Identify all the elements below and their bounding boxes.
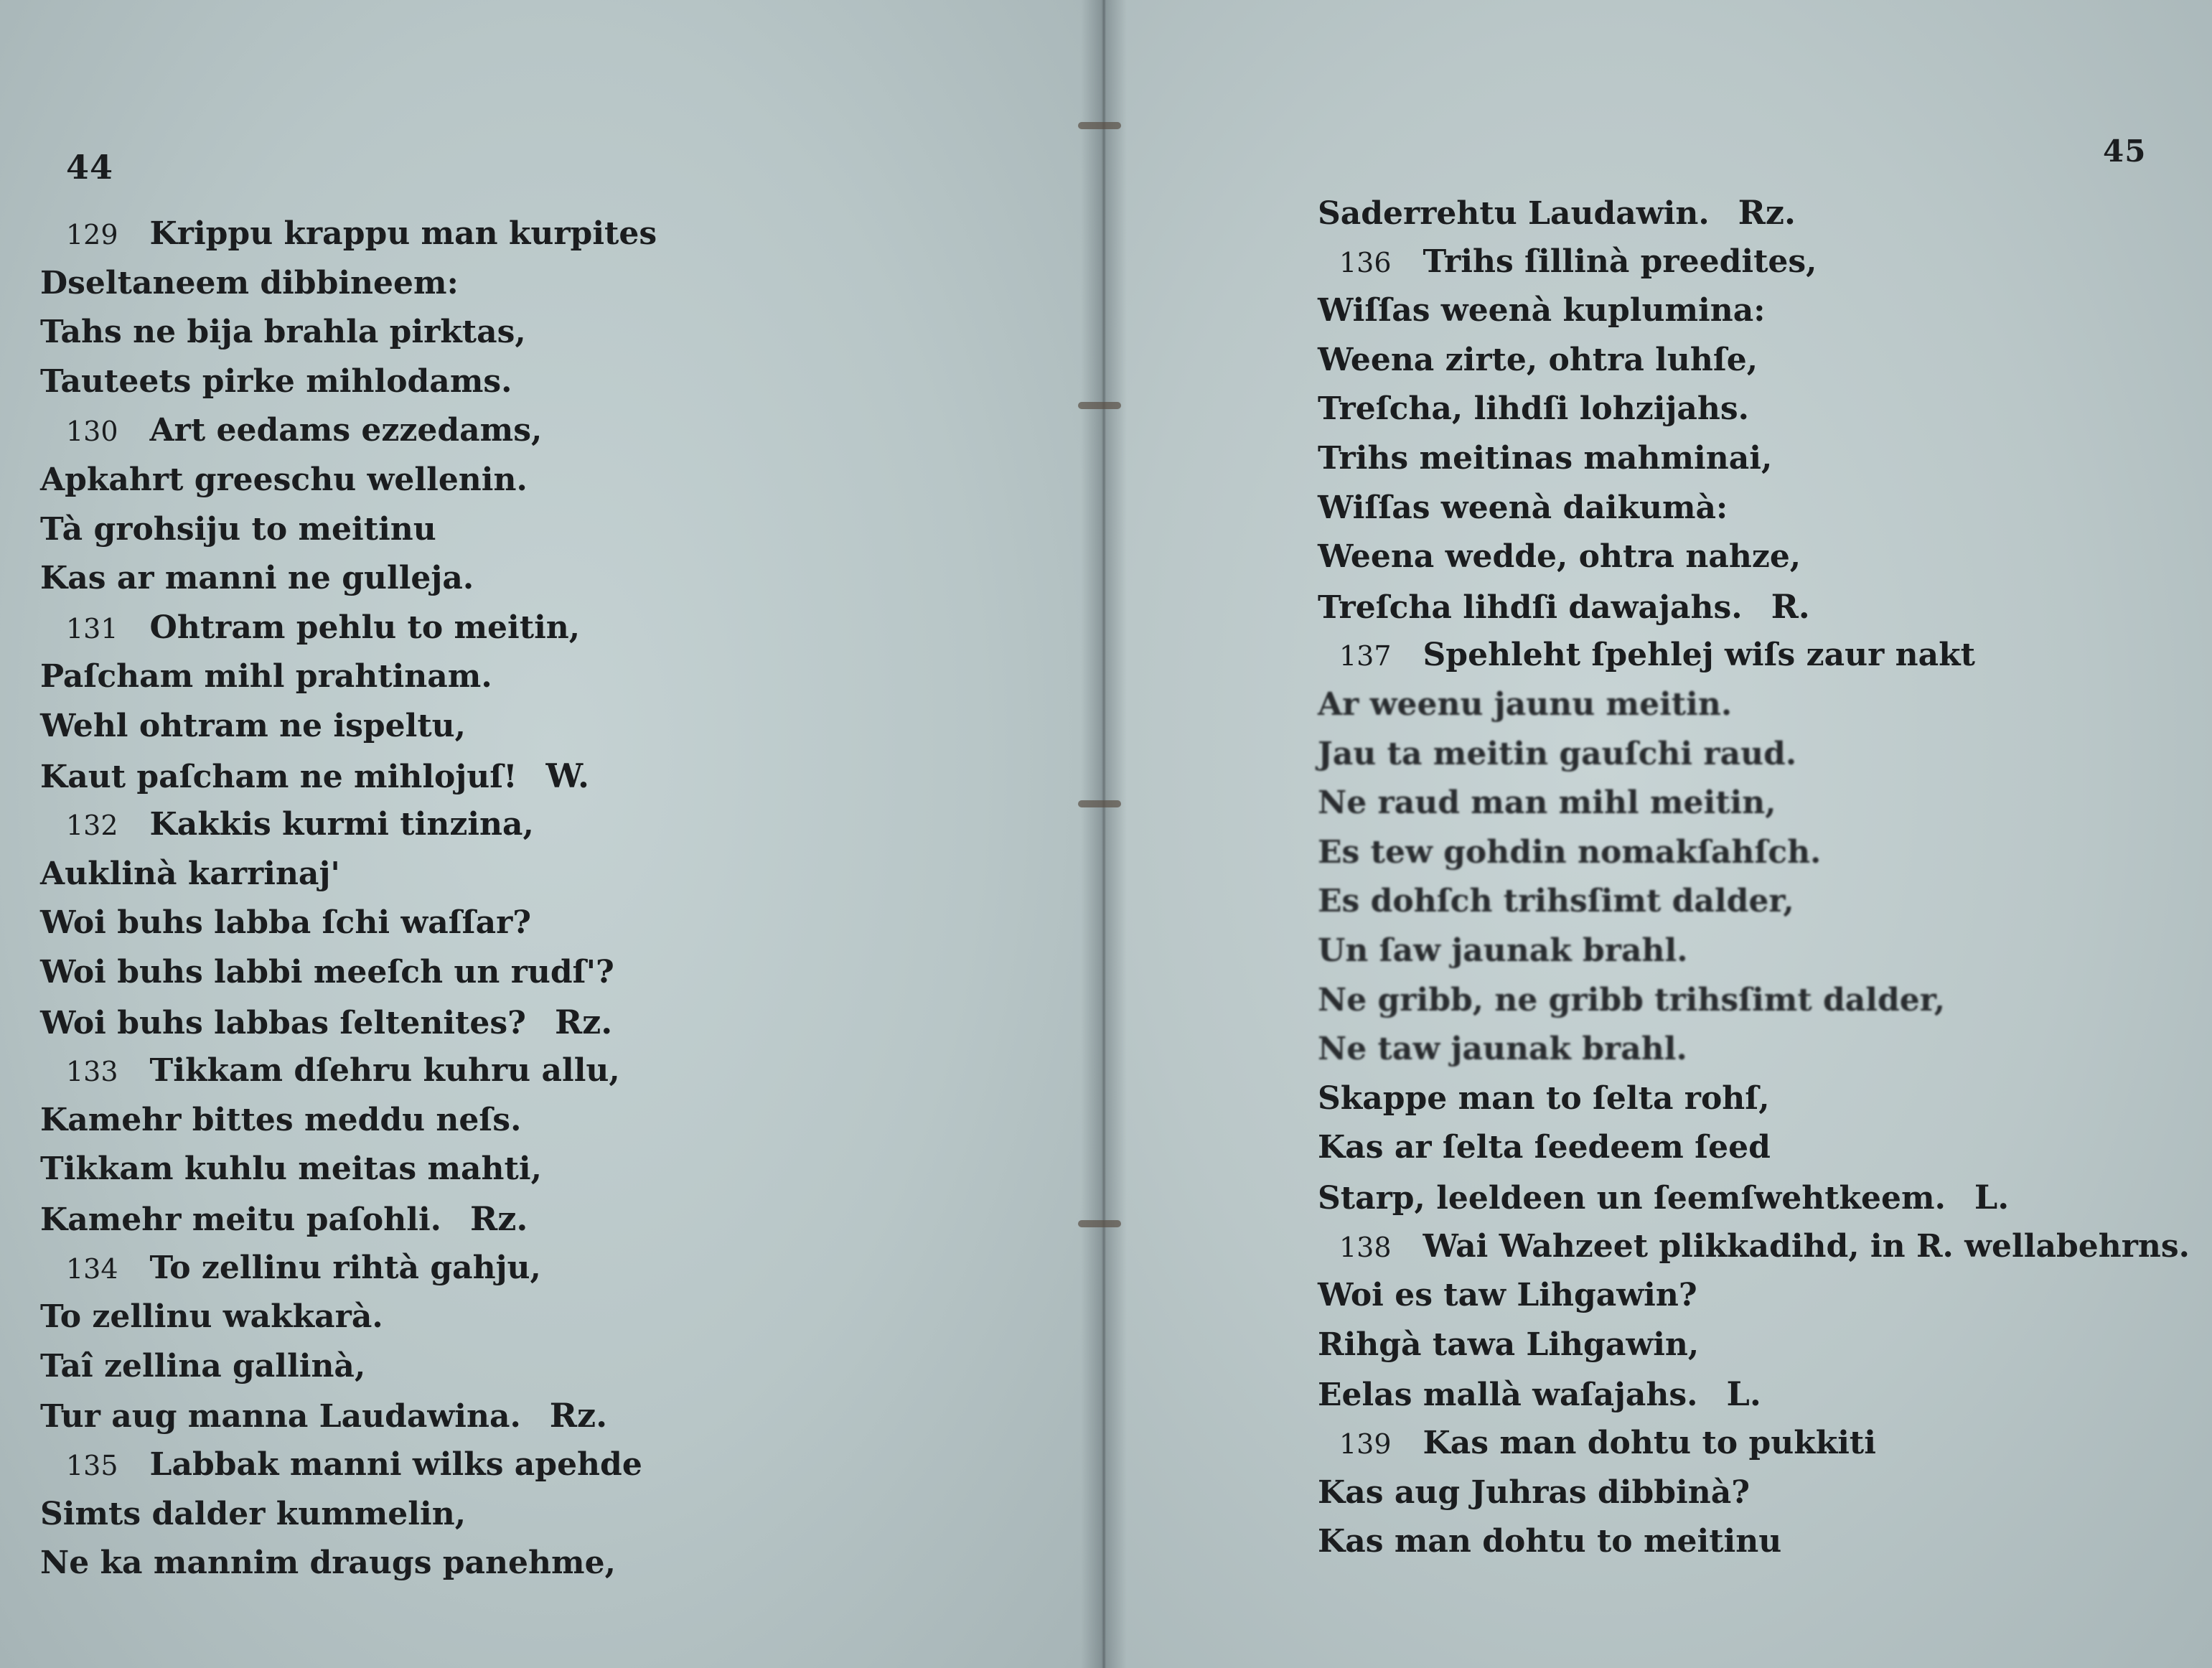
page-number: 44 xyxy=(66,148,114,187)
verse-first-line xyxy=(66,1049,620,1092)
verse-number: 135 xyxy=(66,1450,118,1481)
verse-number: 130 xyxy=(66,416,118,448)
verse-text: Kakkis kurmi tinzina, xyxy=(149,806,534,843)
verse-text: Kamehr meitu paſohli. xyxy=(40,1201,441,1238)
verse-text: Kaut paſcham ne mihlojuſ! xyxy=(40,758,517,795)
verse-text: Treſcha lihdſi dawajahs. xyxy=(1318,589,1743,626)
verse-text: Tahs ne bija brahla pirktas, xyxy=(40,314,526,351)
source-mark: Rz. xyxy=(469,1199,528,1238)
verse-first-line xyxy=(1339,1225,2190,1268)
binding-stitch xyxy=(1078,122,1121,129)
verse-line xyxy=(40,1001,612,1044)
source-mark: Rz. xyxy=(1738,193,1796,232)
verse-line xyxy=(1318,1471,1750,1514)
binding-stitch xyxy=(1078,1220,1121,1227)
verse-first-line xyxy=(66,803,534,846)
verse-line xyxy=(1318,733,1796,776)
verse-line xyxy=(1318,289,1765,332)
verse-line xyxy=(40,1099,521,1142)
verse-line xyxy=(40,508,436,551)
verse-number: 136 xyxy=(1339,246,1392,278)
verse-first-line xyxy=(66,1443,642,1486)
verse-first-line xyxy=(1339,240,1817,284)
verse-text: Spehleht ſpehlej wiſs zaur nakt xyxy=(1423,637,1975,674)
verse-text: Es dohſch trihsſimt dalder, xyxy=(1318,883,1794,920)
verse-line xyxy=(1318,535,1801,578)
verse-number: 131 xyxy=(66,612,118,645)
verse-line xyxy=(1318,831,1821,874)
verse-line xyxy=(1318,1372,1761,1415)
verse-line xyxy=(40,311,526,354)
verse-text: Art eedams ezzedams, xyxy=(149,412,543,449)
verse-line xyxy=(1318,929,1688,973)
verse-line xyxy=(40,1542,616,1585)
verse-text: Trihs meitinas mahminai, xyxy=(1318,440,1773,477)
verse-line xyxy=(1318,1323,1699,1367)
verse-text: Krippu krappu man kurpites xyxy=(149,215,657,252)
book-gutter xyxy=(1081,0,1127,1668)
verse-line xyxy=(1318,437,1772,480)
verse-text: Un ſaw jaunak brahl. xyxy=(1318,932,1688,969)
verse-line xyxy=(1318,782,1776,825)
verse-text: Ne ka mannim draugs panehme, xyxy=(40,1545,616,1582)
verse-text: Tà grohsiju to meitinu xyxy=(40,510,436,548)
verse-text: Wai Wahzeet plikkadihd, in R. wellabehrns. xyxy=(1423,1227,2190,1265)
verse-line xyxy=(1318,388,1749,431)
source-mark: Rz. xyxy=(554,1002,613,1041)
verse-number: 138 xyxy=(1339,1231,1392,1263)
verse-first-line xyxy=(66,409,542,452)
verse-text: Dseltaneem dibbineem: xyxy=(40,264,459,301)
verse-text: Auklinà karrinaj' xyxy=(40,855,340,892)
verse-line xyxy=(40,1295,383,1339)
verse-text: Wiſſas weenà kuplumina: xyxy=(1318,292,1766,329)
verse-number: 137 xyxy=(1339,640,1392,673)
verse-line xyxy=(40,1345,365,1388)
verse-text: Kamehr bittes meddu neſs. xyxy=(40,1101,522,1138)
binding-stitch xyxy=(1078,402,1121,409)
verse-text: Starp, leeldeen un ſeemſwehtkeem. xyxy=(1318,1180,1946,1217)
verse-number: 133 xyxy=(66,1056,118,1088)
verse-text: Treſcha, lihdſi lohzijahs. xyxy=(1318,390,1749,428)
verse-line xyxy=(1318,683,1732,726)
verse-text: Kas man dohtu to meitinu xyxy=(1318,1523,1782,1560)
verse-number: 134 xyxy=(66,1252,118,1285)
verse-text: Tur aug manna Laudawina. xyxy=(40,1398,521,1435)
verse-text: Ne raud man mihl meitin, xyxy=(1318,784,1776,822)
verse-line xyxy=(40,1148,542,1191)
verse-line xyxy=(40,1394,607,1437)
verse-line xyxy=(1318,1077,1770,1120)
verse-line xyxy=(40,262,459,305)
verse-line xyxy=(40,853,340,896)
verse-line xyxy=(40,459,528,502)
verse-text: Woi es taw Lihgawin? xyxy=(1318,1277,1697,1314)
source-mark: Rz. xyxy=(549,1396,608,1435)
verse-text: To zellinu wakkarà. xyxy=(40,1298,383,1336)
verse-text: Wiſſas weenà daikumà: xyxy=(1318,489,1728,526)
verse-line xyxy=(1318,1028,1687,1071)
right-page xyxy=(1102,0,2212,1668)
verse-line xyxy=(1318,191,1796,234)
binding-stitch xyxy=(1078,800,1121,807)
verse-first-line xyxy=(1339,634,1975,677)
verse-first-line xyxy=(66,606,580,650)
left-page xyxy=(0,0,1102,1668)
verse-text: Woi buhs labba ſchi waſſar? xyxy=(40,904,532,942)
verse-text: Woi buhs labbi meeſch un rudſ'? xyxy=(40,954,614,990)
verse-text: Apkahrt greeschu wellenin. xyxy=(40,461,528,498)
verse-line xyxy=(40,901,531,945)
verse-text: Skappe man to ſelta rohſ, xyxy=(1318,1079,1770,1117)
page-number: 45 xyxy=(2103,133,2147,169)
source-mark: R. xyxy=(1771,586,1810,626)
verse-text: Eelas mallà waſajahs. xyxy=(1318,1377,1698,1414)
verse-text: Simts dalder kummelin, xyxy=(40,1495,467,1532)
verse-text: Kas ar manni ne gulleja. xyxy=(40,560,474,597)
verse-number: 139 xyxy=(1339,1428,1392,1460)
verse-text: Taî zellina gallinà, xyxy=(40,1347,366,1384)
verse-line xyxy=(1318,1520,1781,1563)
verse-text: Saderrehtu Laudawin. xyxy=(1318,195,1710,232)
verse-line xyxy=(40,705,466,748)
verse-line xyxy=(40,360,512,403)
verse-text: Rihgà tawa Lihgawin, xyxy=(1318,1326,1700,1363)
verse-line xyxy=(40,1197,528,1240)
verse-line xyxy=(40,754,589,797)
verse-text: Ne taw jaunak brahl. xyxy=(1318,1031,1687,1068)
verse-first-line xyxy=(66,212,657,256)
source-mark: W. xyxy=(545,756,590,795)
verse-number: 129 xyxy=(66,219,118,250)
verse-text: Woi buhs labbas ſeltenites? xyxy=(40,1004,526,1041)
verse-text: Ne gribb, ne gribb trihsſimt dalder, xyxy=(1318,981,1946,1018)
verse-text: Weena wedde, ohtra nahze, xyxy=(1318,538,1801,576)
verse-number: 132 xyxy=(66,810,118,842)
verse-text: Tikkam dſehru kuhru allu, xyxy=(149,1052,620,1090)
verse-text: Jau ta meitin gauſchi raud. xyxy=(1318,735,1797,772)
verse-line xyxy=(1318,585,1810,628)
verse-first-line xyxy=(1339,1422,1876,1465)
verse-text: Labbak manni wilks apehde xyxy=(149,1446,642,1483)
verse-text: Paſcham mihl prahtinam. xyxy=(40,658,492,695)
verse-line xyxy=(1318,979,1945,1022)
verse-line xyxy=(1318,880,1794,923)
verse-first-line xyxy=(66,1247,541,1290)
verse-text: Ohtram pehlu to meitin, xyxy=(149,609,581,646)
verse-line xyxy=(1318,487,1728,530)
verse-text: Kas aug Juhras dibbinà? xyxy=(1318,1473,1751,1511)
source-mark: L. xyxy=(1726,1374,1761,1414)
verse-line xyxy=(1318,1176,2009,1219)
verse-line xyxy=(40,655,492,698)
verse-text: Kas ar ſelta ſeedeem ſeed xyxy=(1318,1129,1771,1166)
verse-line xyxy=(1318,339,1758,382)
verse-text: Es tew gohdin nomakſahſch. xyxy=(1318,833,1822,871)
verse-text: Wehl ohtram ne ispeltu, xyxy=(40,708,466,744)
verse-text: Ar weenu jaunu meitin. xyxy=(1318,686,1733,723)
verse-text: Kas man dohtu to pukkiti xyxy=(1423,1425,1876,1461)
verse-text: Tikkam kuhlu meitas mahti, xyxy=(40,1151,542,1188)
verse-text: Trihs ſillinà preedites, xyxy=(1423,243,1817,280)
verse-text: Weena zirte, ohtra luhſe, xyxy=(1318,341,1758,378)
verse-line xyxy=(1318,1274,1697,1317)
verse-text: Tauteets pirke mihlodams. xyxy=(40,362,512,400)
verse-line xyxy=(40,557,474,600)
verse-line xyxy=(1318,1126,1771,1169)
verse-line xyxy=(40,951,614,994)
verse-text: To zellinu rihtà gahju, xyxy=(149,1249,541,1286)
source-mark: L. xyxy=(1974,1178,2010,1217)
verse-line xyxy=(40,1493,466,1536)
